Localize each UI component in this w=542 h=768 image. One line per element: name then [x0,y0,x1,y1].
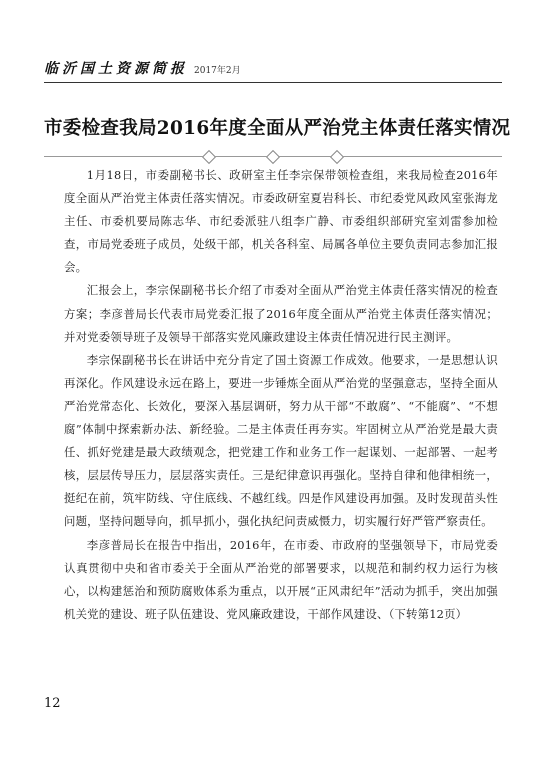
body-paragraph: 汇报会上，李宗保副秘书长介绍了市委对全面从严治党主体责任落实情况的检查方案；李彦普局长代表市局党委汇报了2016年度全面从严治党主体责任落实情况；并对党委领导班子及领导干部落实党风廉政建设主体责任情况进行民主测评。 [64,283,498,344]
title-divider [44,152,502,162]
journal-name: 临沂国土资源简报 [44,61,188,77]
article-body [64,164,498,626]
body-paragraph: 1月18日，市委副秘书长、政研室主任李宗保带领检查组，来我局检查2016年度全面从严治党主体责任落实情况。市委政研室夏岩科长、市纪委党风政风室张海龙主任、市委机要局陈志华、市纪委派驻八组李广静、市委组织部研究室刘雷参加检查，市局党委班子成员，处级干部，机关各科室、局属各单位主要负责同志参加汇报会。 [64,168,498,275]
masthead [44,58,504,78]
header-rule [44,82,502,83]
page-number: 12 [44,696,61,711]
divider-diamond-ornament [202,150,216,164]
issue-date: 2017年2月 [194,66,241,76]
article-title: 市委检查我局2016年度全面从严治党主体责任落实情况 [44,118,511,139]
body-paragraph: 李宗保副秘书长在讲话中充分肯定了国土资源工作成效。他要求，一是思想认识再深化。作风建设永远在路上，要进一步锤炼全面从严治党的坚强意志，坚持全面从严治党常态化、长效化，要深入基层调研，努力从干部“不敢腐”、“不能腐”、“不想腐”体制中探索新办法、新经验。二是主体责任再夯实。牢固树立从严治党是最大责任、抓好党建是最大政绩观念，把党建工作和业务工作一起谋划、一起部署、一起考核，层层传导压力，层层落实责任。三是纪律意识再强化。坚持自律和他律相统一，挺纪在前，筑牢防线、守住底线、不越红线。四是作风建设再加强。及时发现苗头性问题，坚持问题导向，抓早抓小，强化执纪问责威慑力，切实履行好严管严察责任。 [64,352,498,529]
divider-diamond-ornament [330,150,344,164]
divider-diamond-ornament [266,150,280,164]
body-paragraph: 李彦普局长在报告中指出，2016年，在市委、市政府的坚强领导下，市局党委认真贯彻中央和省市委关于全面从严治党的部署要求，以规范和制约权力运行为核心，以构建惩治和预防腐败体系为重点，以开展“正风肃纪年”活动为抓手，突出加强机关党的建设、班子队伍建设、党风廉政建设，干部作风建设、（下转第12页） [64,537,498,621]
